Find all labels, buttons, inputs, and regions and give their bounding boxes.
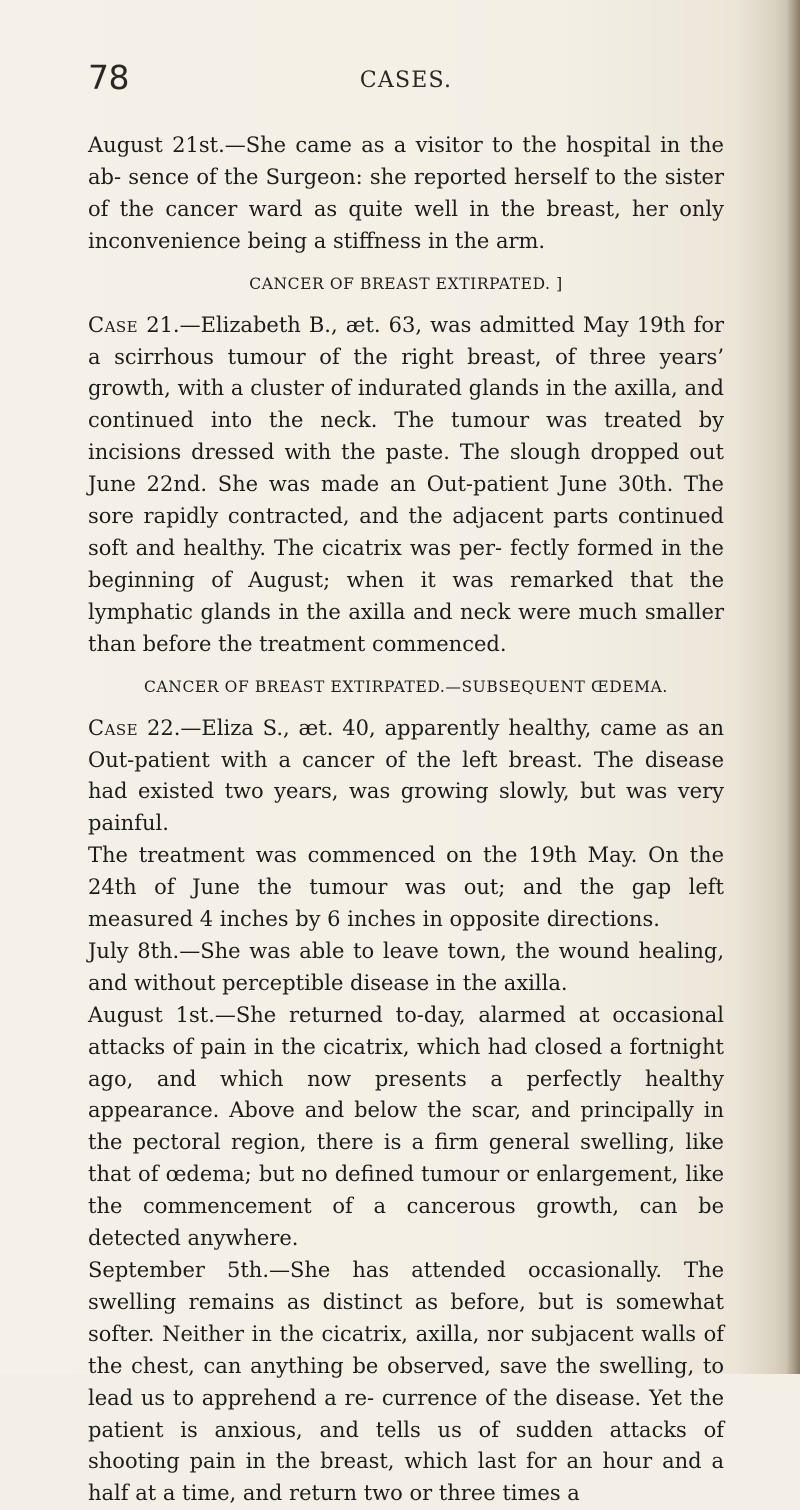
case-label: Case [88, 312, 139, 337]
page-header [88, 58, 724, 108]
paragraph-august-1: August 1st.—She returned to-day, alarmed at occasional attacks of pain in the cicatrix, which had closed a fortnight ago, and which now presents a perfectly healthy appearance. Above and below the scar, and principally in the pectoral region, there is a firm general swelling, like that of œdema; but no defined tumour or enlargement, like the commencement of a cancerous growth, can be detected anywhere. [88, 1002, 724, 1251]
paragraph-september-5: September 5th.—She has attended occasionally. The swelling remains as distinct as before, but is somewhat softer. Neither in the cicatrix, axilla, nor subjacent walls of the chest, can anything be observed, save the swelling, to lead us to apprehend a re- currence of the disease. Yet the patient is anxious, and tells us of sudden attacks of shooting pain in the breast, which last for an hour and a half at a time, and return two or three times a [88, 1258, 724, 1506]
page-number: 78 [88, 58, 129, 97]
case-22-text: 22.—Eliza S., æt. 40, apparently healthy, came as an Out-patient with a cancer of the left breast. The disease had existed two years, was growing slowly, but was very painful. [88, 715, 724, 836]
page-body [88, 130, 724, 1510]
paragraph-case-22 [88, 713, 724, 841]
paragraph-july-8: July 8th.—She was able to leave town, the wound healing, and without perceptible disease in the axilla. [88, 938, 724, 995]
paragraph-august-21: August 21st.—She came as a visitor to the hospital in the ab- sence of the Surgeon: she reported herself to the sister of the cancer ward as quite well in the breast, her only inconvenience being a stiffness in the arm. [88, 133, 724, 253]
paragraph-treatment: The treatment was commenced on the 19th May. On the 24th of June the tumour was out; and the gap left measured 4 inches by 6 inches in opposite directions. [88, 843, 724, 932]
section-heading-case-22: CANCER OF BREAST EXTIRPATED.—SUBSEQUENT ŒDEMA. [144, 677, 668, 696]
running-head: CASES. [359, 68, 453, 93]
case-label: Case [88, 715, 139, 740]
page-edge-shadow [786, 0, 800, 1374]
paragraph-case-21 [88, 310, 724, 661]
case-21-text: 21.—Elizabeth B., æt. 63, was admitted May 19th for a scirrhous tumour of the right breast, of three years’ growth, with a cluster of indurated glands in the axilla, and continued into the neck. The tumour was treated by incisions dressed with the paste. The slough dropped out June 22nd. She was made an Out-patient June 30th. The sore rapidly contracted, and the adjacent parts continued soft and healthy. The cicatrix was per- fectly formed in the beginning of August; when it was remarked that the lymphatic glands in the axilla and neck were much smaller than before the treatment commenced. [88, 312, 724, 656]
section-heading-case-21: CANCER OF BREAST EXTIRPATED. ] [249, 274, 563, 293]
